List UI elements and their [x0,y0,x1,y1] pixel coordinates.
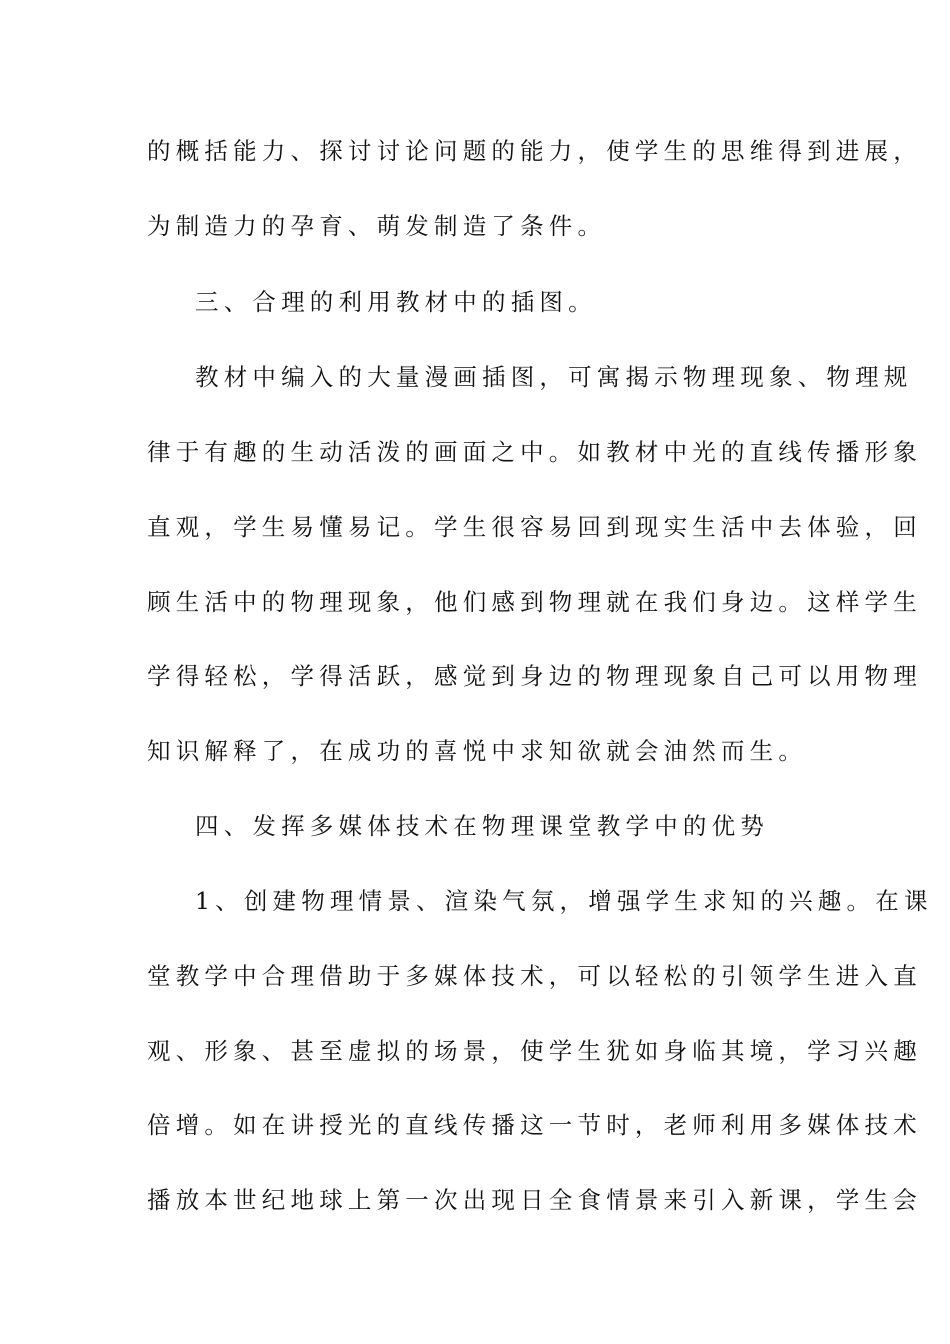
text-line: 播放本世纪地球上第一次出现日全食情景来引入新课，学生会 [147,1186,922,1214]
text-line: 堂教学中合理借助于多媒体技术，可以轻松的引领学生进入直 [147,962,922,990]
text-line: 知识解释了，在成功的喜悦中求知欲就会油然而生。 [147,737,808,765]
text-line: 观、形象、甚至虚拟的场景，使学生犹如身临其境，学习兴趣 [147,1037,922,1065]
text-line: 直观，学生易懂易记。学生很容易回到现实生活中去体验，回 [147,513,922,541]
paragraph-first-line: 1、创建物理情景、渲染气氛，增强学生求知的兴趣。在课 [195,887,933,915]
section-heading: 三、合理的利用教材中的插图。 [195,288,597,316]
text-line: 的概括能力、探讨讨论问题的能力，使学生的思维得到进展， [147,137,922,165]
paragraph-first-line: 教材中编入的大量漫画插图，可寓揭示物理现象、物理规 [195,363,913,391]
text-line: 律于有趣的生动活泼的画面之中。如教材中光的直线传播形象 [147,438,922,466]
text-line: 顾生活中的物理现象，他们感到物理就在我们身边。这样学生 [147,588,922,616]
section-heading: 四、发挥多媒体技术在物理课堂教学中的优势 [195,812,769,840]
text-line: 学得轻松，学得活跃，感觉到身边的物理现象自己可以用物理 [147,662,922,690]
text-line: 为制造力的孕育、萌发制造了条件。 [147,212,607,240]
text-line: 倍增。如在讲授光的直线传播这一节时，老师利用多媒体技术 [147,1111,922,1139]
